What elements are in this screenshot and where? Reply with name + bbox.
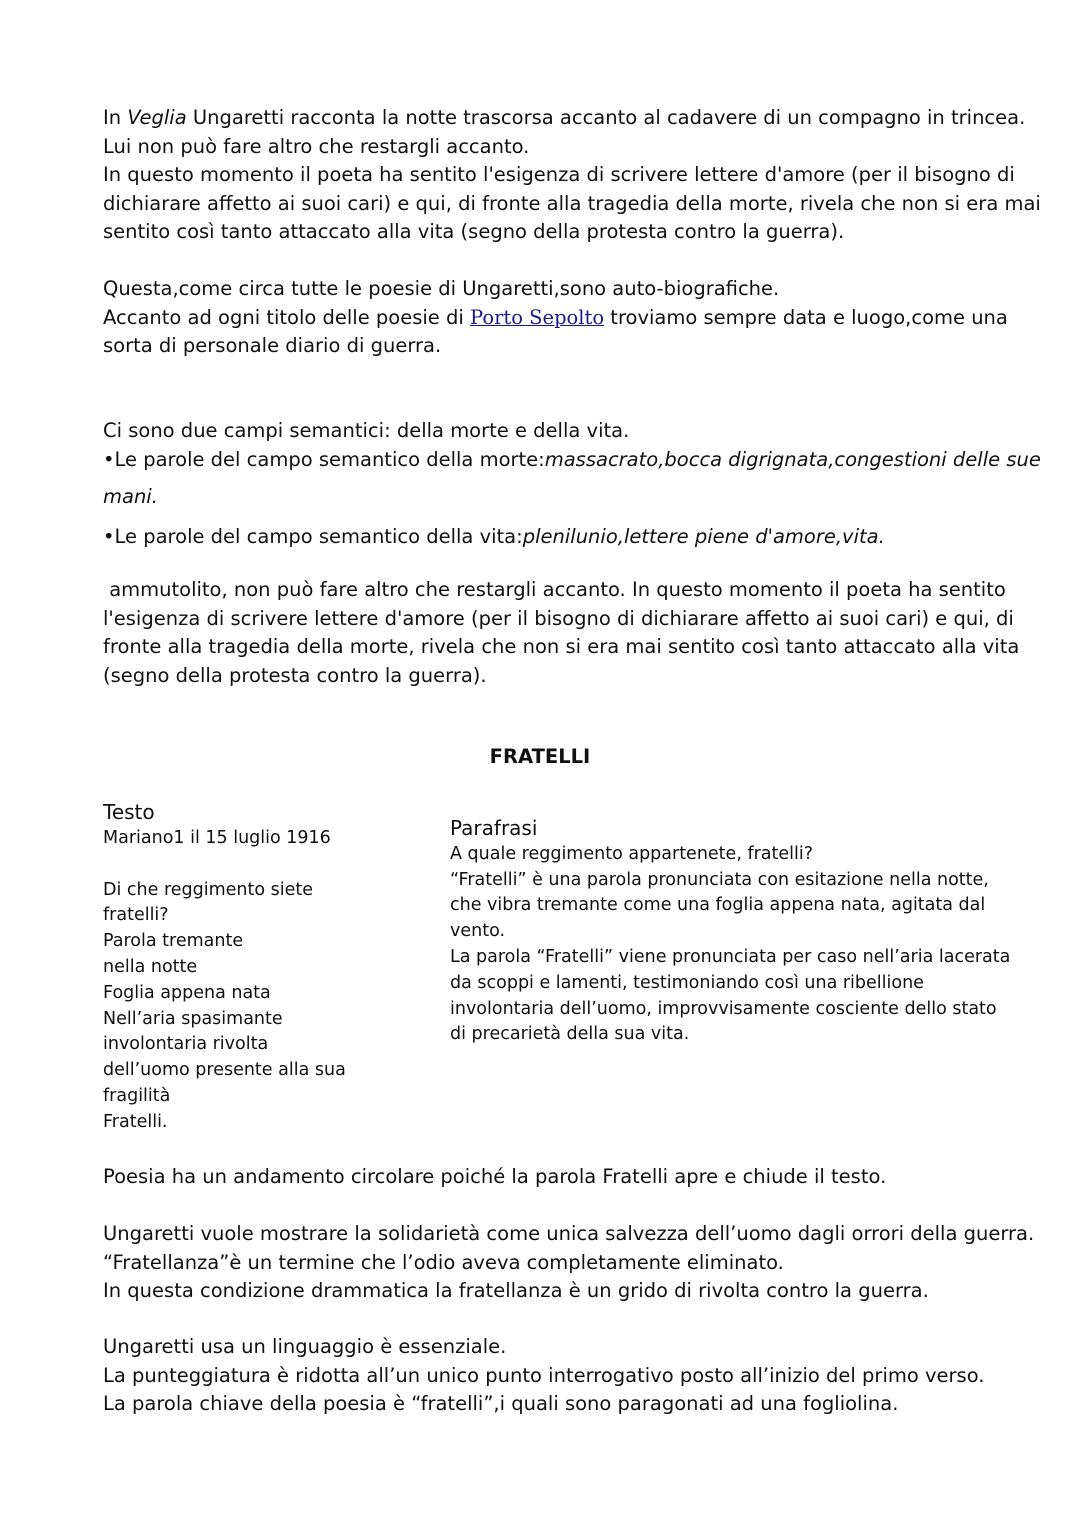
semantic-fields-paragraph — [103, 417, 1041, 474]
verse-line: Fratelli. — [103, 1111, 168, 1132]
verse-line: Di che reggimento siete — [103, 879, 314, 900]
veglia-intro-paragraph — [103, 104, 1041, 247]
analysis-p3-line-1: Ungaretti usa un linguaggio è essenziale. — [103, 1335, 507, 1358]
porto-sepolto-link[interactable]: Porto Sepolto — [470, 305, 605, 329]
testo-title: Testo — [103, 800, 155, 824]
veglia-title: Veglia — [127, 106, 187, 129]
analysis-p2-line-3: In questa condizione drammatica la fratellanza è un grido di rivolta contro la guerra. — [103, 1279, 929, 1302]
verse-line: Parola tremante — [103, 931, 244, 952]
repeat-line-3: fronte alla tragedia della morte, rivela che non si era mai sentito così tanto attaccato alla vita — [103, 635, 1020, 658]
analysis-paragraph-2 — [103, 1220, 1035, 1306]
parafrasi-title: Parafrasi — [450, 816, 538, 840]
verse-line: fratelli? — [103, 905, 169, 926]
verse-line: Foglia appena nata — [103, 982, 271, 1003]
analysis-p2-line-1: Ungaretti vuole mostrare la solidarietà come unica salvezza dell’uomo dagli orrori della guerra. — [103, 1222, 1035, 1245]
repeat-line-2: l'esigenza di scrivere lettere d'amore (per il bisogno di dichiarare affetto ai suoi cari) e qui, di — [103, 606, 1014, 630]
veglia-intro-line-5: sentito così tanto attaccato alla vita (segno della protesta contro la guerra). — [103, 220, 845, 243]
veglia-intro-line-1: In Veglia Ungaretti racconta la notte trascorsa accanto al cadavere di un compagno in trincea. — [103, 106, 1026, 129]
testo-date: Mariano1 il 15 luglio 1916 — [103, 827, 331, 848]
semantic-death-line: •Le parole del campo semantico della morte:massacrato,bocca digrignata,congestioni delle sue — [103, 447, 1041, 471]
parafrasi-line: La parola “Fratelli” viene pronunciata per caso nell’aria lacerata — [450, 946, 1011, 967]
parafrasi-line: A quale reggimento appartenete, fratelli? — [450, 843, 814, 864]
parafrasi-column — [450, 816, 1010, 1048]
fratelli-heading: FRATELLI — [489, 745, 591, 768]
analysis-paragraph-3 — [103, 1333, 993, 1419]
analysis-p2-line-2: “Fratellanza”è un termine che l’odio aveva completamente eliminato. — [103, 1250, 784, 1274]
verse-line: Nell’aria spasimante — [103, 1008, 283, 1029]
verse-line: dell’uomo presente alla sua — [103, 1060, 346, 1081]
veglia-intro-line-4: dichiarare affetto ai suoi cari) e qui, di fronte alla tragedia della morte, rivela che non si era mai — [103, 191, 1041, 215]
life-words: plenilunio,lettere piene d'amore,vita. — [522, 525, 885, 548]
parafrasi-line: di precarietà della sua vita. — [450, 1024, 690, 1045]
veglia-intro-line-2: Lui non può fare altro che restargli accanto. — [103, 134, 530, 158]
parafrasi-line: da scoppi e lamenti, testimoniando così una ribellione — [450, 972, 924, 993]
death-words-end: mani. — [103, 485, 158, 508]
verse-line: involontaria rivolta — [103, 1034, 269, 1055]
analysis-paragraph-1 — [103, 1163, 993, 1192]
verse-line: fragilità — [103, 1085, 171, 1106]
parafrasi-line: involontaria dell’uomo, improvvisamente cosciente dello stato — [450, 998, 997, 1019]
semantic-intro-line: Ci sono due campi semantici: della morte e della vita. — [103, 419, 630, 442]
verse-line: nella notte — [103, 956, 198, 977]
testo-column — [103, 800, 346, 1136]
repeat-paragraph — [103, 576, 1020, 690]
parafrasi-line: “Fratelli” è una parola pronunciata con esitazione nella notte, — [450, 869, 989, 890]
semantic-death-continuation — [103, 483, 993, 512]
autobio-line-3: sorta di personale diario di guerra. — [103, 334, 442, 357]
parafrasi-line: che vibra tremante come una foglia appena nata, agitata dal — [450, 895, 986, 916]
analysis-p3-line-2: La punteggiatura è ridotta all’un unico punto interrogativo posto all’inizio del primo verso. — [103, 1363, 985, 1387]
repeat-line-4: (segno della protesta contro la guerra). — [103, 663, 487, 687]
autobio-line-1: Questa,come circa tutte le poesie di Ungaretti,sono auto-biografiche. — [103, 277, 780, 300]
analysis-p3-line-3: La parola chiave della poesia è “fratelli”,i quali sono paragonati ad una fogliolina. — [103, 1392, 899, 1415]
veglia-intro-line-3: In questo momento il poeta ha sentito l'esigenza di scrivere lettere d'amore (per il bisogno di — [103, 163, 1015, 186]
analysis-p1-line: Poesia ha un andamento circolare poiché la parola Fratelli apre e chiude il testo. — [103, 1165, 887, 1188]
parafrasi-line: vento. — [450, 921, 506, 942]
autobio-line-2: Accanto ad ogni titolo delle poesie di Porto Sepolto troviamo sempre data e luogo,come una — [103, 305, 1008, 329]
semantic-life-paragraph — [103, 523, 993, 552]
semantic-life-line: •Le parole del campo semantico della vita:plenilunio,lettere piene d'amore,vita. — [103, 525, 885, 548]
death-words: massacrato,bocca digrignata,congestioni delle sue — [544, 447, 1041, 471]
autobio-paragraph — [103, 275, 1008, 361]
repeat-line-1: ammutolito, non può fare altro che restargli accanto. In questo momento il poeta ha sentito — [103, 578, 1006, 601]
